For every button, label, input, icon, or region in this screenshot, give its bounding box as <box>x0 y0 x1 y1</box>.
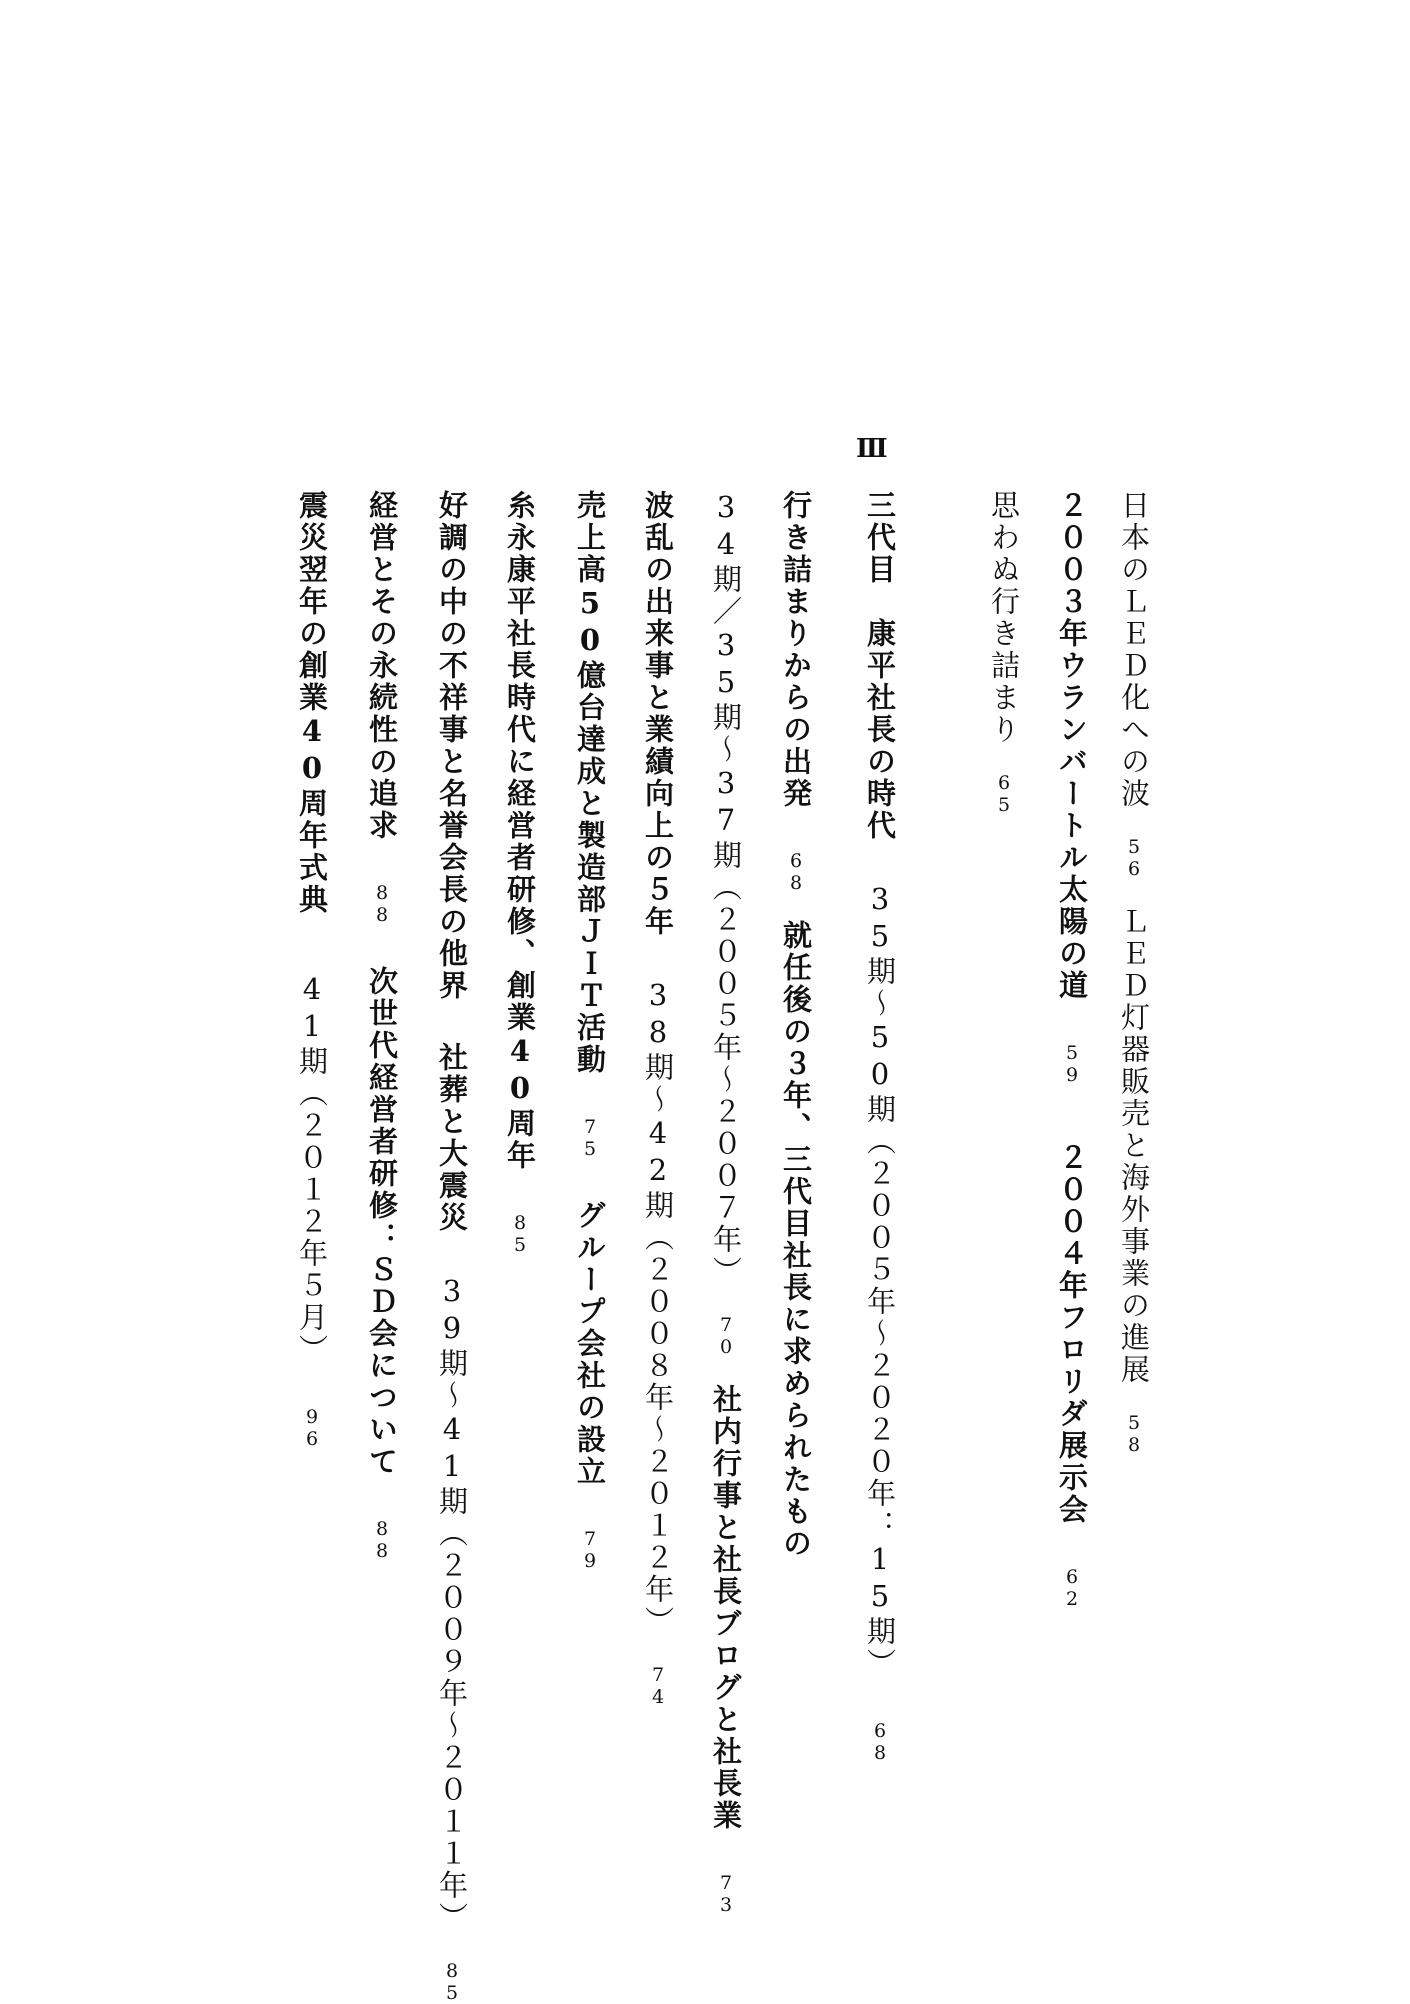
toc-column-12 <box>292 490 332 1450</box>
part-marker: Ⅲ <box>856 434 888 464</box>
toc-page-number: 96 <box>301 1406 323 1450</box>
toc-entry-title: グループ会社の設立 <box>573 1200 607 1488</box>
toc-page-number: 59 <box>1061 1042 1083 1086</box>
toc-entry-title: 社葬と大震災 <box>435 1042 469 1234</box>
toc-entry-title: 好調の中の不祥事と名誉会長の他界 <box>435 490 469 1002</box>
toc-entry-title: 震災翌年の創業40周年式典 <box>295 490 329 916</box>
toc-page-number: 88 <box>371 882 393 926</box>
toc-page-number: 68 <box>869 1720 891 1764</box>
toc-page-number: 85 <box>509 1212 531 1256</box>
toc-entry-period: 34期／35期～37期（２００５年～２００７年） <box>709 490 743 1288</box>
toc-entry-title: 社内行事と社長ブログと社長業 <box>709 1384 743 1832</box>
toc-entry-title: 売上高50億台達成と製造部ＪＩＴ活動 <box>573 490 607 1076</box>
toc-page-number: 73 <box>715 1872 737 1916</box>
toc-page-number: 70 <box>715 1314 737 1358</box>
toc-entry-title: 行き詰まりからの出発 <box>779 490 813 810</box>
toc-column-1 <box>1114 490 1154 1456</box>
toc-entry-title: 糸永康平社長時代に経営者研修、創業40周年 <box>503 490 537 1172</box>
toc-entry-title: ２００３年ウランバートル太陽の道 <box>1055 490 1089 1002</box>
toc-page-number: 79 <box>579 1528 601 1572</box>
toc-entry-title: 波乱の出来事と業績向上の５年 <box>641 490 675 938</box>
toc-column-10 <box>432 490 472 2004</box>
toc-column-7 <box>638 490 678 1708</box>
toc-column-11 <box>362 490 402 1562</box>
toc-page-number: 62 <box>1061 1566 1083 1610</box>
toc-entry-title: ２００４年フロリダ展示会 <box>1055 1142 1089 1526</box>
toc-entry-title: 日本のＬＥＤ化への波 <box>1117 490 1151 810</box>
toc-page-number: 75 <box>579 1116 601 1160</box>
toc-entry-title: 就任後の３年、三代目社長に求められたもの <box>779 920 813 1560</box>
toc-entry-period: 38期～42期（２００８年～２０１２年） <box>641 978 675 1638</box>
toc-page-number: 65 <box>993 772 1015 816</box>
chapter-title: 三代目 康平社長の時代 <box>863 490 897 842</box>
toc-page-number: 88 <box>371 1518 393 1562</box>
chapter-period: 35期～50期（２００５年～２０２０年：15期） <box>863 882 897 1680</box>
toc-entry-period: 41期（２０１２年５月） <box>295 972 329 1366</box>
toc-column-2 <box>1052 490 1092 1610</box>
toc-page-number: 85 <box>441 1960 463 2004</box>
toc-column-9 <box>500 490 540 1256</box>
toc-entry-period: 39期～41期（２００９年～２０１１年） <box>435 1274 469 1934</box>
toc-entry-title: 経営とその永続性の追求 <box>365 490 399 842</box>
toc-entry-title: 次世代経営者研修：ＳＤ会について <box>365 966 399 1478</box>
toc-entry-title: ＬＥＤ灯器販売と海外事業の進展 <box>1117 906 1151 1386</box>
toc-entry-title: 思わぬ行き詰まり <box>987 490 1021 746</box>
toc-column-3 <box>984 490 1024 816</box>
toc-page-number: 68 <box>785 850 807 894</box>
toc-column-8 <box>570 490 610 1572</box>
toc-column-chapter <box>860 490 900 1764</box>
toc-column-5 <box>776 490 816 1560</box>
toc-page-number: 58 <box>1123 1412 1145 1456</box>
toc-column-6 <box>706 490 746 1916</box>
toc-page-number: 74 <box>647 1664 669 1708</box>
toc-page-number: 56 <box>1123 836 1145 880</box>
